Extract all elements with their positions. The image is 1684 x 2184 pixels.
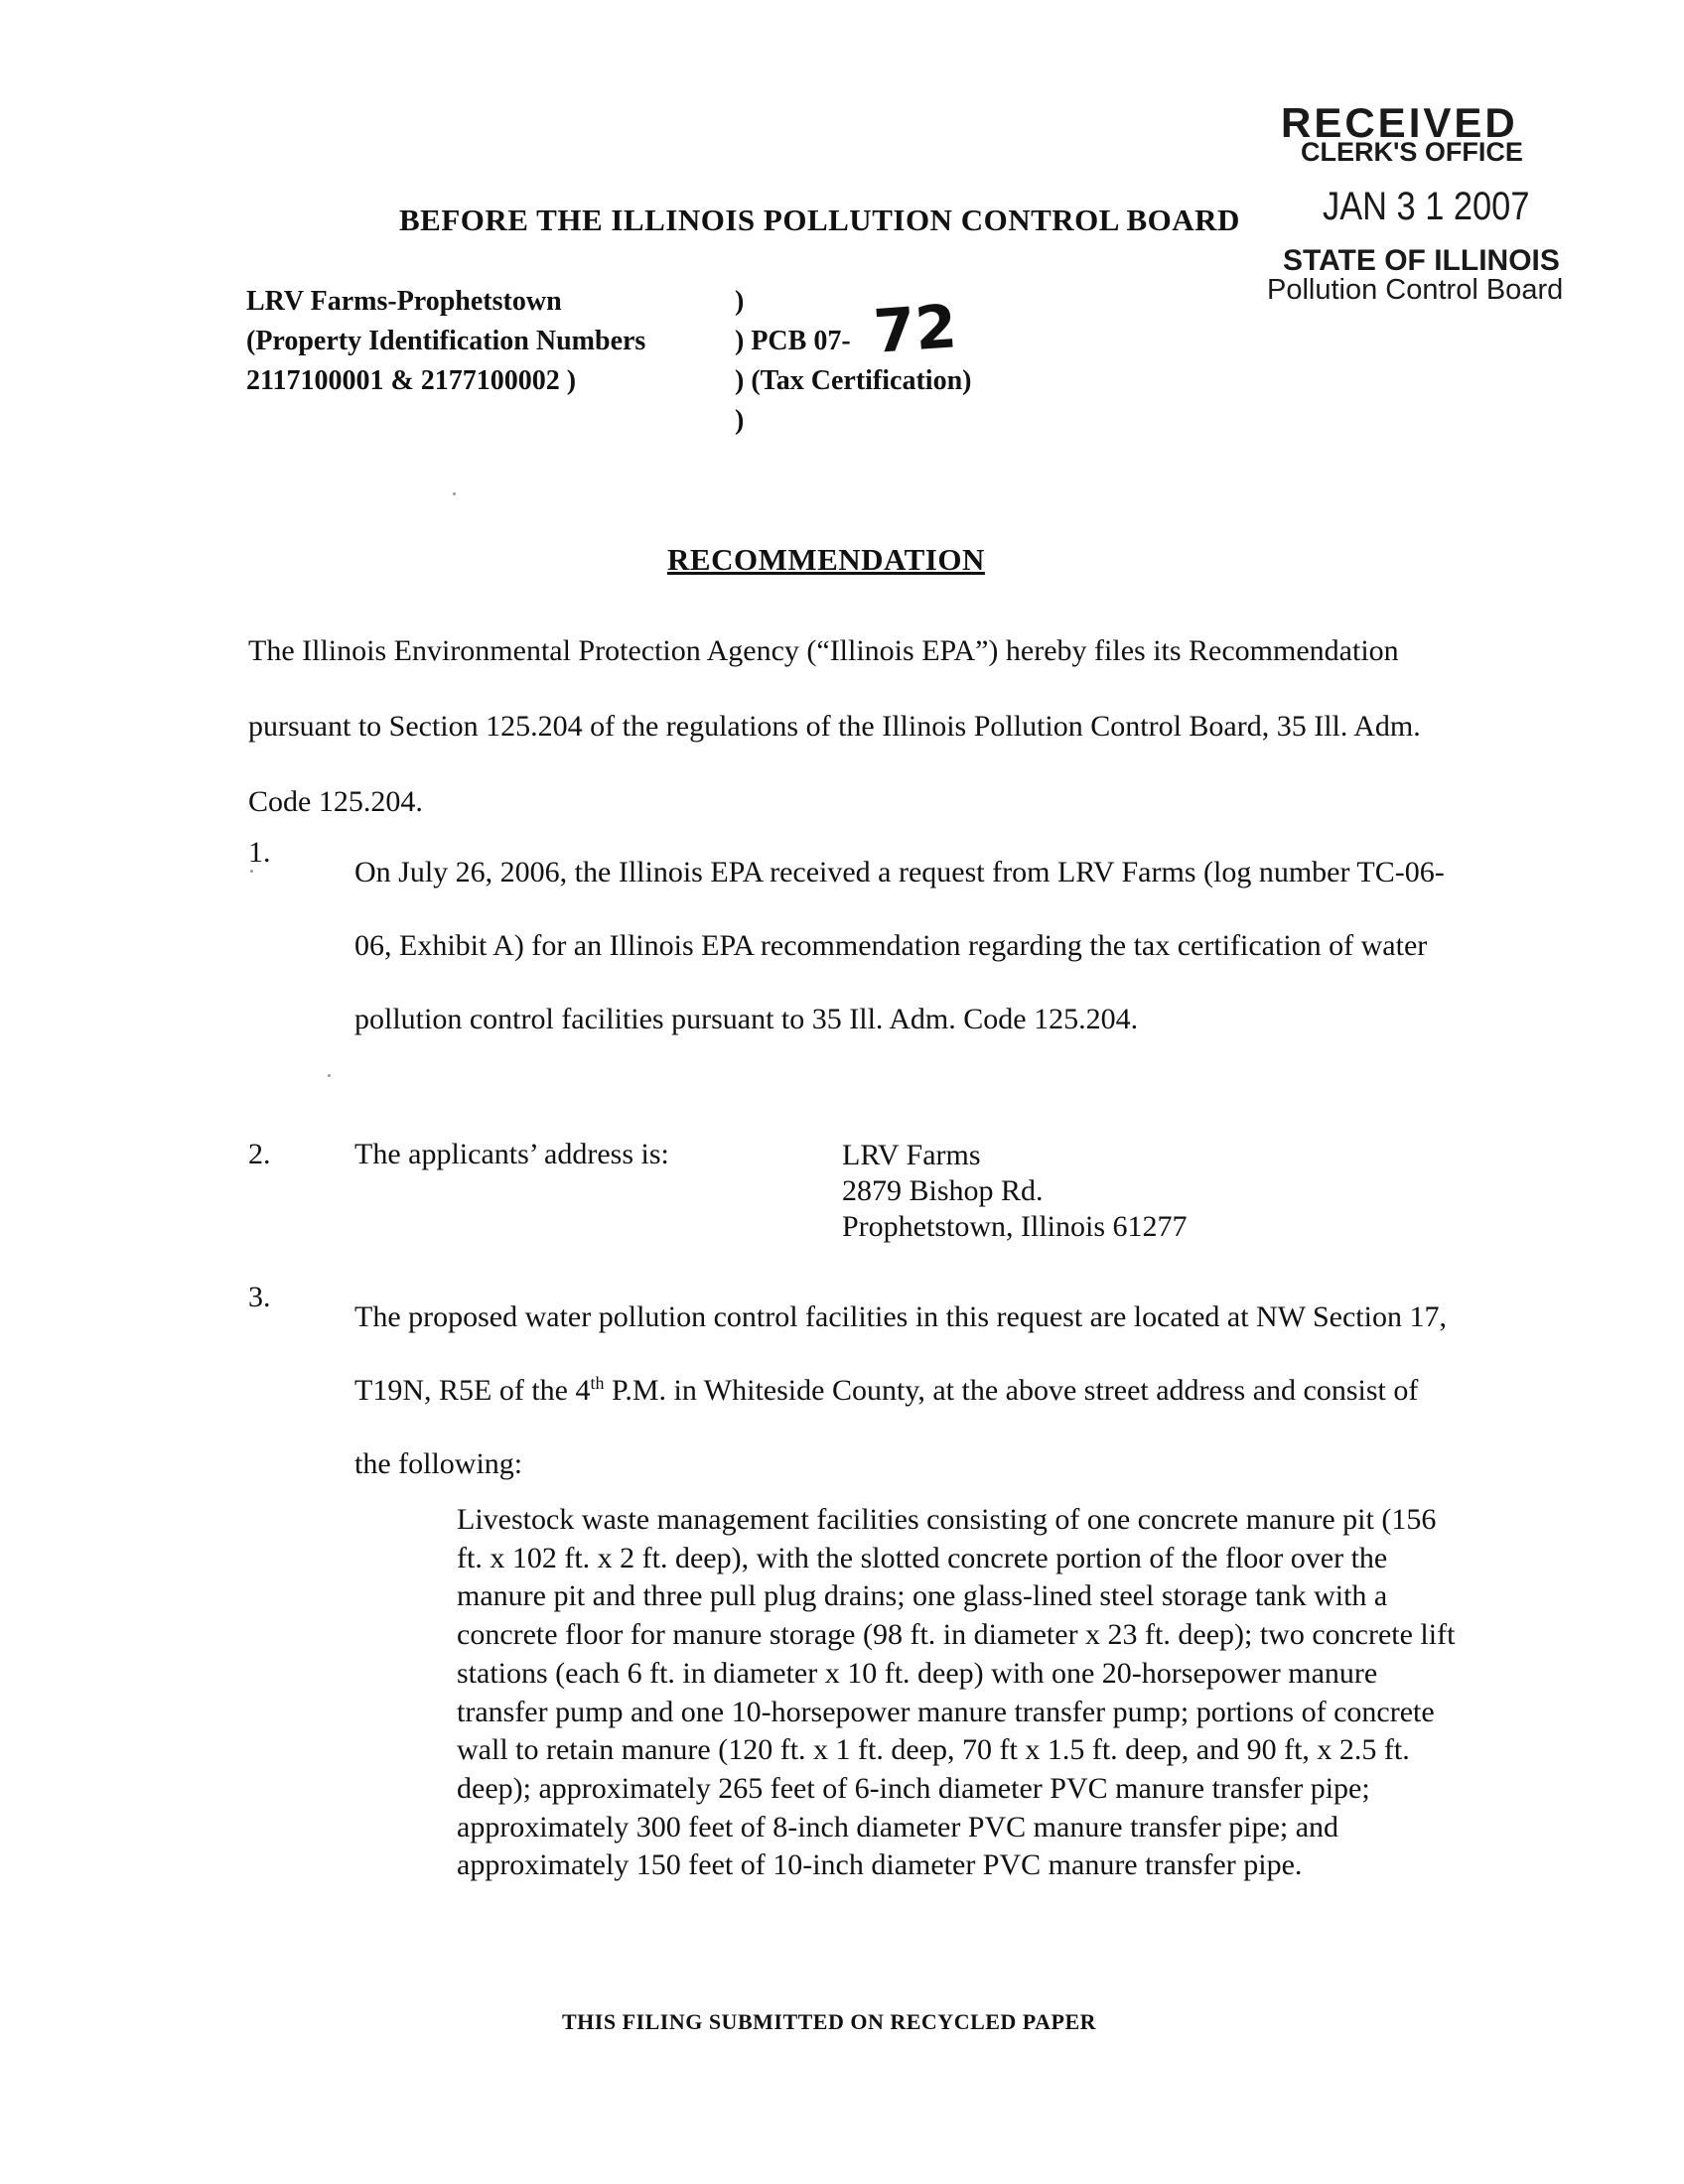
caption-case-line: ) PCB 07- [735,326,851,356]
caption-case-line: ) (Tax Certification) [735,365,972,396]
caption-case-line: ) [735,286,745,317]
item-1-text: On July 26, 2006, the Illinois EPA received a request from LRV Farms (log number TC-06-06, Exhibit A) for an Illinois EPA recommendation regarding the tax certification of water pollution control facilities pursuant to 35 Ill. Adm. Code 125.204. [354,856,1445,1035]
item-number: 2. [248,1138,271,1170]
address-line: 2879 Bishop Rd. [842,1174,1044,1207]
received-stamp-office: CLERK'S OFFICE [1301,137,1523,167]
facilities-description: Livestock waste management facilities consisting of one concrete manure pit (156 ft. x 102 ft. x 2 ft. deep), with the slotted concrete portion of the floor over the manure pit and three pull plug drains; one glass-lined steel storage tank with a concrete floor for manure storage (98 ft. in diameter x 23 ft. deep); two concrete lift stations (each 6 ft. in diameter x 10 ft. deep) with one 20-horsepower manure transfer pump and one 10-horsepower manure transfer pump; portions of concrete wall to retain manure (120 ft. x 1 ft. deep, 70 ft x 1.5 ft. deep, and 90 ft, x 2.5 ft. deep); approximately 265 feet of 6-inch diameter PVC manure transfer pipe; approximately 300 feet of 8-inch diameter PVC manure transfer pipe; and approximately 150 feet of 10-inch diameter PVC manure transfer pipe. [457,1503,1456,1882]
caption-party-line: 2117100001 & 2177100002 ) [246,365,577,396]
item-3-text [354,1281,1457,1501]
board-title: BEFORE THE ILLINOIS POLLUTION CONTROL BOARD [399,203,1240,237]
address-line: Prophetstown, Illinois 61277 [842,1210,1188,1243]
received-stamp-board: Pollution Control Board [1267,274,1564,306]
caption-case-line: ) [735,405,745,436]
item-3-text-before: The proposed water pollution control facilities in this request are located at NW Section 17, T19N, R5E of the 4 [354,1300,1447,1407]
recycled-paper-footer: THIS FILING SUBMITTED ON RECYCLED PAPER [562,2009,1097,2034]
ordinal-superscript: th [590,1373,605,1393]
received-stamp-heading: RECEIVED [1281,99,1518,146]
address-line: LRV Farms [842,1139,981,1171]
scan-speck [453,492,456,495]
caption-party-line: LRV Farms-Prophetstown [246,286,562,317]
item-number: 1. [248,836,271,869]
scan-speck [250,870,253,873]
received-stamp-date: JAN 3 1 2007 [1323,185,1530,228]
document-title: RECOMMENDATION [667,542,985,577]
received-stamp-state: STATE OF ILLINOIS [1283,244,1560,277]
intro-paragraph: The Illinois Environmental Protection Agency (“Illinois EPA”) hereby files its Recommendation pursuant to Section 125.204 of the regulations of the Illinois Pollution Control Board, 35 Ill. Adm. Code 125.204. [248,634,1421,818]
item-number: 3. [248,1281,271,1313]
handwritten-case-number: 72 [871,292,959,367]
caption-party [246,282,645,401]
applicant-address [842,1138,1188,1245]
scan-speck [328,1074,331,1077]
item-3-text-after: P.M. in Whiteside County, at the above street address and consist of the following: [354,1374,1419,1480]
caption-party-line: (Property Identification Numbers [246,326,646,356]
address-label: The applicants’ address is: [354,1138,669,1170]
